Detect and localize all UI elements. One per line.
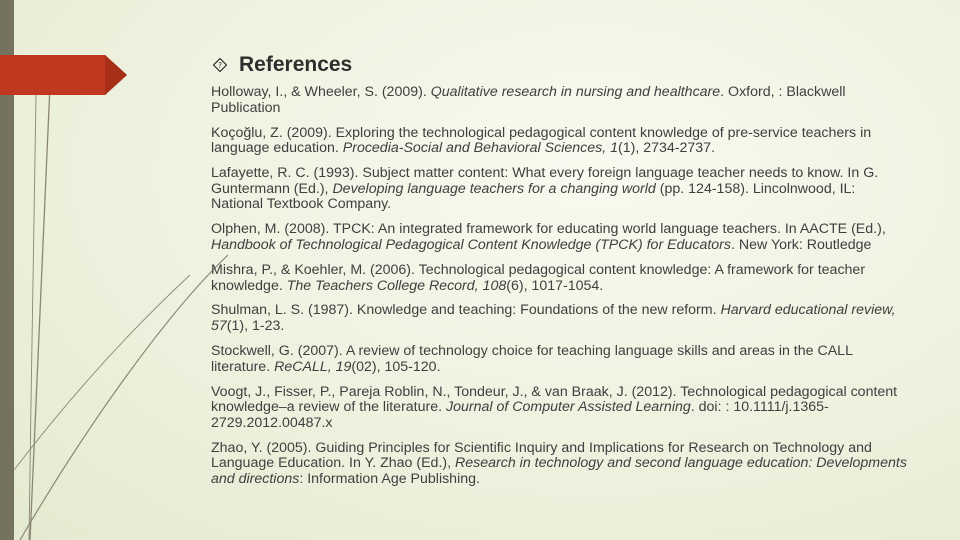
- reference-italic-segment: Journal of Computer Assisted Learning: [446, 399, 691, 416]
- reference-text-segment: Lafayette, R. C. (1993). Subject matter content: What every foreign language teacher needs to know. In G. Guntermann (Ed.),: [211, 165, 879, 197]
- reference-italic-segment: Qualitative research in nursing and healthcare: [430, 84, 721, 100]
- reference-entry: [211, 222, 911, 253]
- reference-list: [211, 85, 911, 497]
- reference-entry: [211, 126, 911, 157]
- reference-text-segment: (6), 1017-1054.: [506, 277, 604, 294]
- reference-entry: [211, 85, 911, 116]
- reference-italic-segment: Developing language teachers for a changing world: [332, 180, 656, 197]
- diamond-bullet-icon: [213, 58, 227, 72]
- reference-italic-segment: Research in technology and second language education: Developments and directions: [211, 455, 907, 487]
- reference-text-segment: (1), 2734-2737.: [618, 140, 716, 157]
- reference-entry: [211, 385, 911, 432]
- reference-text-segment: (pp. 124-158). Lincolnwood, IL: National Textbook Company.: [211, 180, 856, 213]
- reference-text-segment: (1), 1-23.: [226, 318, 285, 335]
- reference-text-segment: . doi: : 10.1111/j.1365-2729.2012.00487.x: [211, 399, 829, 431]
- title-row: [213, 52, 352, 78]
- reference-text-segment: Shulman, L. S. (1987). Knowledge and teaching: Foundations of the new reform.: [211, 302, 721, 319]
- reference-entry: [211, 303, 911, 334]
- reference-italic-segment: Harvard educational review, 57: [211, 302, 896, 335]
- reference-text-segment: . New York: Routledge: [731, 236, 872, 253]
- reference-text-segment: . Oxford, : Blackwell Publication: [211, 84, 846, 116]
- reference-text-segment: Stockwell, G. (2007). A review of technology choice for teaching language skills and areas in the CALL literature.: [211, 343, 853, 375]
- reference-text-segment: Olphen, M. (2008). TPCK: An integrated framework for educating world language teachers. In AACTE (Ed.),: [211, 221, 886, 238]
- reference-text-segment: Zhao, Y. (2005). Guiding Principles for Scientific Inquiry and Implications for Research on Technology and Language Education. In Y. Zhao (Ed.),: [211, 439, 872, 472]
- title-accent-flag: [0, 0, 135, 100]
- svg-text:?: ?: [217, 61, 223, 71]
- reference-text-segment: Koçoğlu, Z. (2009). Exploring the technological pedagogical content knowledge of pre-service teachers in language education.: [211, 124, 872, 157]
- reference-text-segment: Holloway, I., & Wheeler, S. (2009).: [211, 84, 431, 100]
- reference-text-segment: Voogt, J., Fisser, P., Pareja Roblin, N., Tondeur, J., & van Braak, J. (2012). Technological pedagogical content knowledge–a review of the literature.: [211, 383, 898, 416]
- reference-entry: [211, 441, 911, 488]
- reference-entry: [211, 344, 911, 375]
- reference-text-segment: (02), 105-120.: [351, 358, 441, 375]
- reference-italic-segment: ReCALL, 19: [274, 358, 352, 375]
- reference-entry: [211, 263, 911, 294]
- reference-italic-segment: The Teachers College Record, 108: [286, 277, 507, 294]
- slide-title: References: [239, 53, 353, 76]
- reference-text-segment: : Information Age Publishing.: [299, 471, 480, 487]
- reference-entry: [211, 166, 911, 213]
- reference-italic-segment: Handbook of Technological Pedagogical Content Knowledge (TPCK) for Educators: [211, 236, 731, 253]
- reference-italic-segment: Procedia-Social and Behavioral Sciences, 1: [342, 140, 618, 157]
- reference-text-segment: Mishra, P., & Koehler, M. (2006). Technological pedagogical content knowledge: A framework for teacher knowledge.: [211, 261, 866, 294]
